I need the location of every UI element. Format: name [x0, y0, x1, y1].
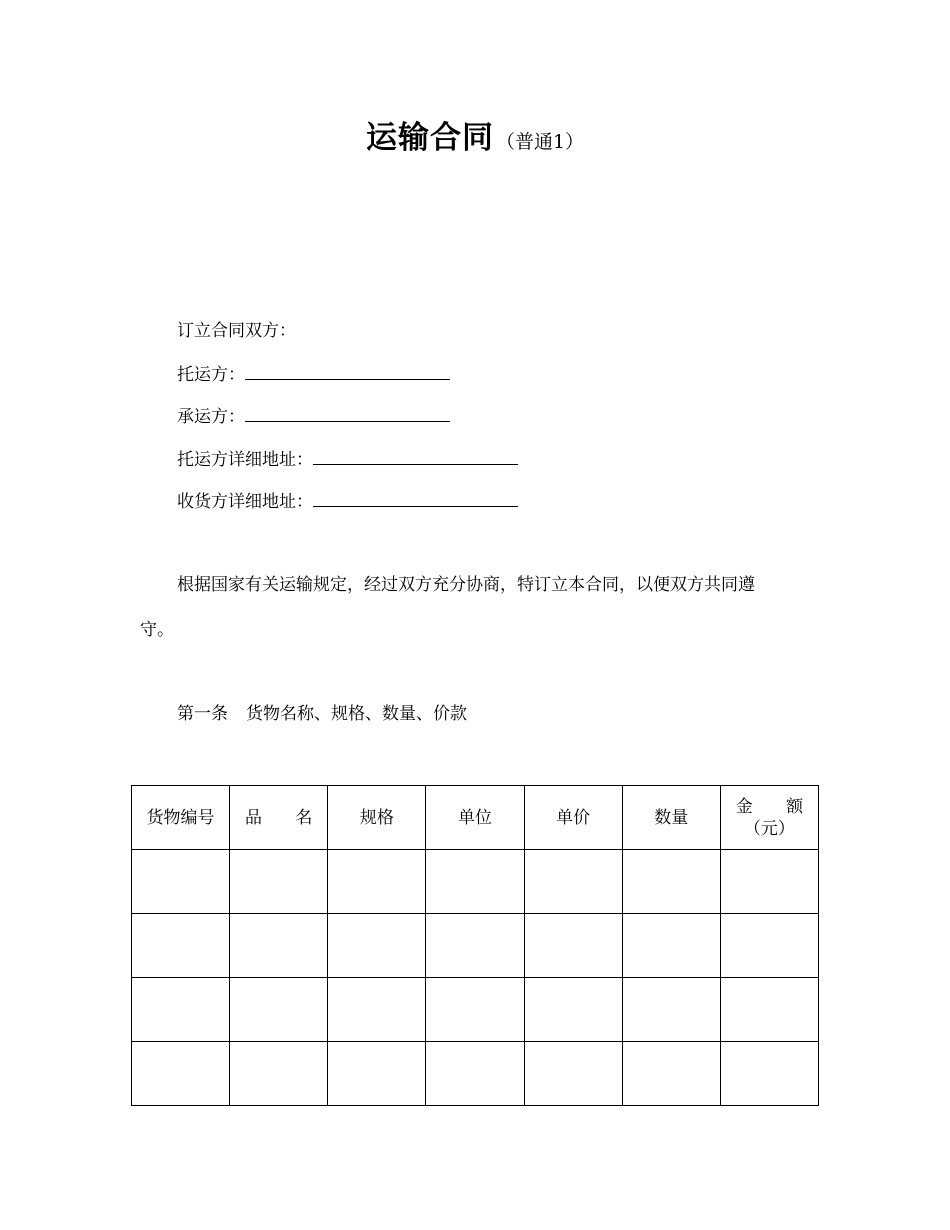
- preamble-line-2: 守。: [140, 620, 174, 640]
- table-cell[interactable]: [132, 914, 230, 978]
- table-cell[interactable]: [230, 1042, 328, 1106]
- header-unit: 单位: [426, 786, 524, 850]
- table-cell[interactable]: [524, 914, 622, 978]
- table-cell[interactable]: [622, 850, 720, 914]
- document-title: [0, 112, 950, 157]
- table-row: [132, 914, 819, 978]
- table-cell[interactable]: [426, 978, 524, 1042]
- parties-heading: 订立合同双方：: [177, 321, 296, 341]
- article-1-number: 第一条: [177, 704, 228, 724]
- goods-table: [131, 785, 819, 1106]
- shipper-address-line: [177, 447, 518, 471]
- shipper-address-blank[interactable]: [313, 447, 518, 465]
- table-cell[interactable]: [622, 914, 720, 978]
- preamble-line-1: 根据国家有关运输规定，经过双方充分协商，特订立本合同，以便双方共同遵: [177, 575, 755, 595]
- consignee-address-label: 收货方详细地址：: [177, 492, 313, 512]
- table-cell[interactable]: [328, 914, 426, 978]
- table-cell[interactable]: [720, 978, 818, 1042]
- title-main: 运输合同: [365, 120, 494, 156]
- header-amount: 金 额 （元）: [720, 786, 818, 850]
- table-cell[interactable]: [720, 914, 818, 978]
- table-cell[interactable]: [132, 850, 230, 914]
- shipper-blank[interactable]: [245, 362, 450, 380]
- table-cell[interactable]: [426, 850, 524, 914]
- header-name: 品 名: [230, 786, 328, 850]
- table-cell[interactable]: [426, 914, 524, 978]
- shipper-address-label: 托运方详细地址：: [177, 450, 313, 470]
- consignee-address-line: [177, 489, 518, 513]
- shipper-label: 托运方：: [177, 365, 245, 385]
- table-cell[interactable]: [426, 1042, 524, 1106]
- table-row: [132, 850, 819, 914]
- table-cell[interactable]: [328, 978, 426, 1042]
- table-cell[interactable]: [132, 1042, 230, 1106]
- table-cell[interactable]: [720, 850, 818, 914]
- table-cell[interactable]: [524, 1042, 622, 1106]
- table-cell[interactable]: [622, 1042, 720, 1106]
- consignee-address-blank[interactable]: [313, 489, 518, 507]
- title-subtitle: （普通1）: [495, 131, 585, 153]
- article-1-title: 货物名称、规格、数量、价款: [246, 704, 467, 724]
- shipper-line: [177, 362, 450, 386]
- table-cell[interactable]: [328, 1042, 426, 1106]
- table-cell[interactable]: [328, 850, 426, 914]
- carrier-label: 承运方：: [177, 407, 245, 427]
- table-cell[interactable]: [524, 978, 622, 1042]
- header-spec: 规格: [328, 786, 426, 850]
- table-cell[interactable]: [230, 850, 328, 914]
- header-quantity: 数量: [622, 786, 720, 850]
- table-cell[interactable]: [622, 978, 720, 1042]
- header-code: 货物编号: [132, 786, 230, 850]
- table-cell[interactable]: [132, 978, 230, 1042]
- table-cell[interactable]: [230, 978, 328, 1042]
- header-unit-price: 单价: [524, 786, 622, 850]
- table-row: [132, 1042, 819, 1106]
- table-row: [132, 978, 819, 1042]
- table-header-row: [132, 786, 819, 850]
- table-cell[interactable]: [230, 914, 328, 978]
- carrier-blank[interactable]: [245, 404, 450, 422]
- article-1-heading: [177, 703, 467, 725]
- carrier-line: [177, 404, 450, 428]
- table-cell[interactable]: [524, 850, 622, 914]
- table-cell[interactable]: [720, 1042, 818, 1106]
